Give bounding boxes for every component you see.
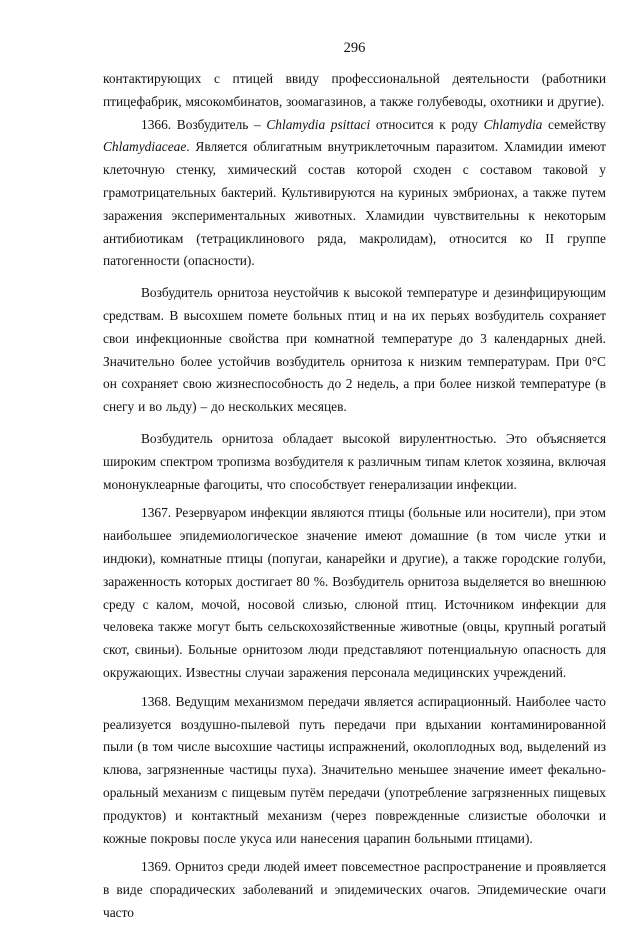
page-number: 296 xyxy=(343,40,366,56)
text-run: 1366. Возбудитель – xyxy=(141,116,267,132)
text-run: . Является облигатным внутриклеточным паразитом. Хламидии имеют клеточную стенку, химический состав которой сходен с составом таковой у грамотрицательных бактерий. Культивируются на куриных эмбрионах, а также путем заражения экспериментальных животных. Хламидии чувствительны к некоторым антибиотикам (тетрациклинового ряда, макролидам), относится ко II группе патогенности (опасности). xyxy=(103,139,606,269)
text-run: 1369. Орнитоз среди людей имеет повсеместное распространение и проявляется в виде спорадических заболеваний и эпидемических очагов. Эпидемические очаги часто xyxy=(103,859,606,920)
body-text xyxy=(103,68,606,925)
paragraph xyxy=(103,114,606,274)
text-run: Возбудитель орнитоза обладает высокой вирулентностью. Это объясняется широким спектром тропизма возбудителя к различным типам клеток хозяина, включая мононуклеарные фагоциты, что способствует генерализации инфекции. xyxy=(103,430,606,492)
italic-term: Chlamydia xyxy=(483,116,543,132)
italic-term: Chlamydia psittaci xyxy=(266,116,371,132)
paragraph xyxy=(103,68,606,114)
text-run: 1368. Ведущим механизмом передачи является аспирационный. Наиболее часто реализуется воздушно-пылевой путь передачи при вдыхании контаминированной пыли (в том числе высохшие частицы испражнений, околоплодных вод, выделений из клюва, загрязненные частицы пуха). Значительно меньшее значение имеет фекально-оральный механизм с пищевым путём передачи (употребление загрязненных пищевых продуктов) и контактный механизм (через поврежденные слизистые оболочки и кожные покровы после укуса или нанесения царапин больными птицами). xyxy=(103,693,606,846)
paragraph xyxy=(103,282,606,419)
text-run: Возбудитель орнитоза неустойчив к высокой температуре и дезинфицирующим средствам. В высохшем помете больных птиц и на их перьях возбудитель сохраняет свои инфекционные свойства при комнатной температуре до 3 календарных дней. Значительно более устойчив возбудитель орнитоза к низким температурам. При 0°С он сохраняет свою жизнеспособность до 2 недель, а при более низкой температуре (в снегу и во льду) – до нескольких месяцев. xyxy=(103,285,606,415)
text-run: контактирующих с птицей ввиду профессиональной деятельности (работники птицефабрик, мясокомбинатов, зоомагазинов, а также голубеводы, охотники и другие). xyxy=(103,71,606,109)
paragraph xyxy=(103,502,606,684)
text-run: относится к роду xyxy=(370,116,484,132)
text-run: 1367. Резервуаром инфекции являются птицы (больные или носители), при этом наибольшее эпидемиологическое значение имеют домашние (в том числе утки и индюки), комнатные птицы (попугаи, канарейки и другие), а также городские голуби, зараженность которых достигает 80 %. Возбудитель орнитоза выделяется во внешнюю среду с калом, мочой, носовой слизью, слюной птиц. Источником инфекции для человека также могут быть сельскохозяйственные животные (овцы, крупный рогатый скот, свиньи). Больные орнитозом люди представляют потенциальную опасность для окружающих. Известны случаи заражения персонала медицинских учреждений. xyxy=(103,505,606,680)
paragraph xyxy=(103,691,606,851)
paragraph-gap xyxy=(103,419,606,428)
paragraph xyxy=(103,856,606,924)
italic-term: Chlamydiaceae xyxy=(103,139,187,155)
text-run: семейству xyxy=(542,116,607,132)
paragraph xyxy=(103,428,606,496)
paragraph-gap xyxy=(103,273,606,282)
